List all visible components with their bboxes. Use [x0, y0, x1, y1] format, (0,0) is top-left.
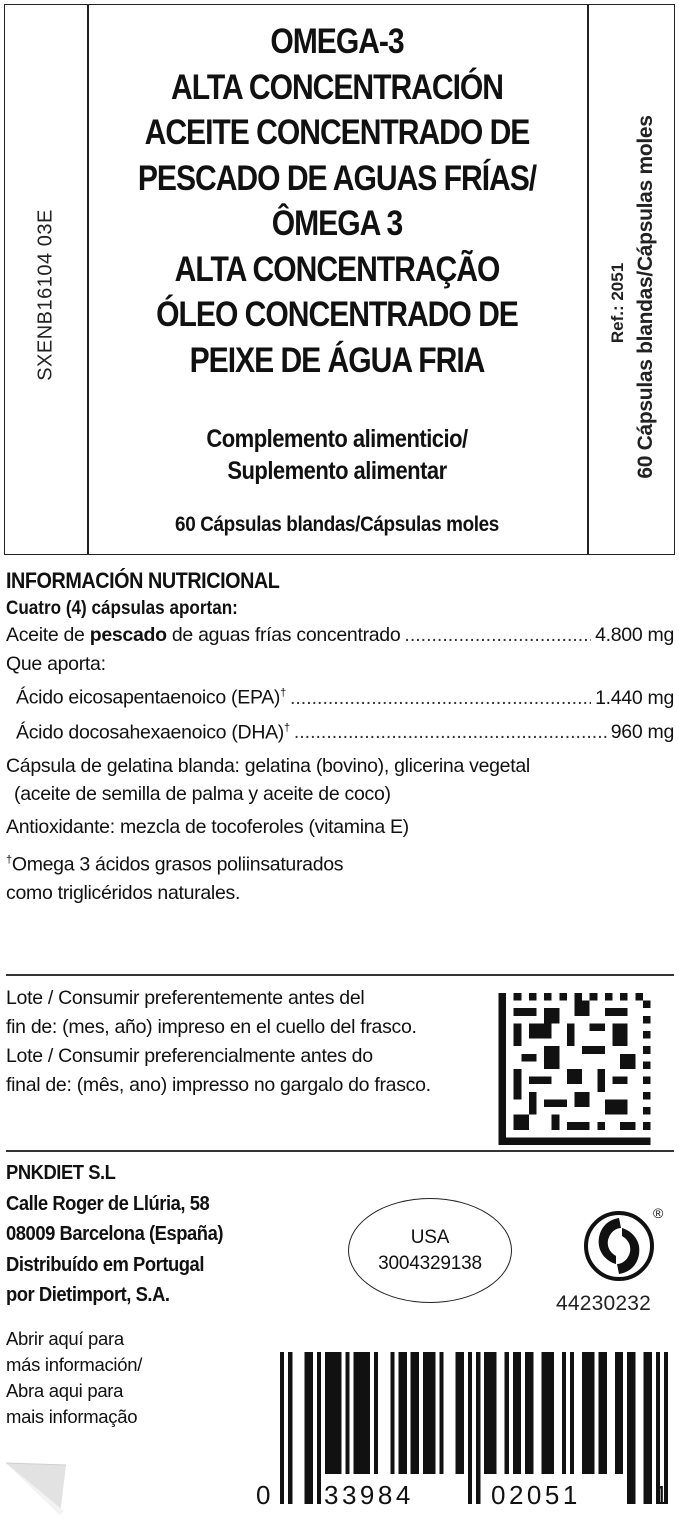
barcode-bar [586, 1352, 590, 1474]
dha-label: Ácido docosahexaenoico (DHA)† [16, 721, 290, 743]
barcode-bar [431, 1352, 435, 1474]
reference-column [588, 5, 674, 556]
reference-number: Ref.: 2051 [608, 262, 627, 344]
product-title-panel [4, 4, 675, 555]
green-dot-recycling-icon [583, 1210, 655, 1282]
nutrition-heading: INFORMACIÓN NUTRICIONAL [6, 568, 280, 593]
barcode-bar [525, 1352, 529, 1474]
dha-value: 960 mg [610, 721, 674, 743]
barcode-left-group: 33984 [324, 1480, 414, 1510]
barcode-bar [599, 1352, 603, 1474]
distributor-line: por Dietimport, S.A. [6, 1284, 170, 1306]
barcode-bar [619, 1352, 623, 1474]
barcode-bar [505, 1352, 509, 1474]
barcode-bar [590, 1352, 594, 1474]
barcode-bar [513, 1352, 517, 1474]
open-note-line: más información/ [6, 1354, 143, 1375]
usa-label: USA [410, 1226, 450, 1248]
barcode-bar [627, 1352, 631, 1504]
barcode-bar [570, 1352, 574, 1474]
barcode-bar [345, 1352, 349, 1474]
barcode-bar [603, 1352, 607, 1474]
barcode-bar [403, 1352, 407, 1474]
epa-row [6, 678, 674, 713]
antioxidant-line: Antioxidante: mezcla de tocoferoles (vitamina E) [6, 816, 409, 838]
barcode-bar [354, 1352, 358, 1474]
barcode-bar [492, 1352, 496, 1474]
barcode-bar [643, 1352, 647, 1504]
company-address [6, 1158, 242, 1311]
footnote-cont: como triglicéridos naturales. [6, 881, 241, 904]
fish-oil-value: 4.800 mg [595, 624, 674, 646]
fish-oil-label: Aceite de pescado de aguas frías concentrado [6, 624, 401, 646]
datamatrix-code [497, 993, 652, 1145]
subtitle-line: Suplemento alimentar [227, 457, 447, 485]
barcode-bar [582, 1352, 586, 1474]
serving-info: Cuatro (4) cápsulas aportan: [6, 598, 238, 619]
barcode-bar [366, 1352, 370, 1474]
open-note-line: mais informação [6, 1406, 138, 1427]
barcode-bar [545, 1352, 549, 1474]
open-here-note [6, 1326, 142, 1430]
address-line: 08009 Barcelona (España) [6, 1223, 224, 1245]
barcode-bar [427, 1352, 431, 1474]
peel-corner-icon [2, 1455, 68, 1521]
barcode-bar [390, 1352, 394, 1474]
lote-pt-line: final de: (mês, ano) impresso no gargalo do frasco. [6, 1074, 431, 1096]
barcode-bar [631, 1352, 635, 1504]
title-line: PEIXE DE ÁGUA FRIA [189, 340, 485, 380]
barcode-bar [317, 1352, 321, 1504]
barcode-bar [358, 1352, 362, 1474]
section-divider [6, 1150, 674, 1152]
title-line: OMEGA-3 [270, 22, 404, 61]
distributor-line: Distribuído em Portugal [6, 1253, 204, 1276]
nutrition-info [6, 568, 674, 907]
lot-expiry-info [6, 984, 486, 1100]
barcode-bar [541, 1352, 545, 1474]
barcode-bar [550, 1352, 554, 1474]
title-line: ALTA CONCENTRACIÓN [170, 67, 503, 107]
leader-dots [290, 683, 591, 713]
barcode-bar [484, 1352, 488, 1474]
barcode-bar [411, 1352, 415, 1474]
barcode-bar [529, 1352, 533, 1474]
epa-label: Ácido eicosapentaenoico (EPA)† [16, 686, 286, 709]
lote-es-line: Lote / Consumir preferentemente antes del [6, 987, 365, 1009]
title-line: PESCADO DE AGUAS FRÍAS/ [137, 158, 537, 198]
barcode-bar [415, 1352, 419, 1474]
title-area [87, 5, 587, 556]
title-line: ÓLEO CONCENTRADO DE [156, 295, 518, 334]
dha-row [6, 713, 674, 748]
barcode-bar [288, 1352, 292, 1504]
capsule-ingredients: Cápsula de gelatina blanda: gelatina (bovino), glicerina vegetal [6, 755, 530, 777]
barcode-bar [423, 1352, 427, 1474]
barcode-bar [488, 1352, 492, 1474]
open-note-line: Abra aqui para [6, 1380, 124, 1401]
barcode-bar [398, 1352, 402, 1474]
barcode-bar [333, 1352, 337, 1474]
barcode-bar [337, 1352, 341, 1474]
barcode-bar [460, 1352, 464, 1474]
capsule-ingredients-cont: (aceite de semilla de palma y aceite de coco) [14, 783, 391, 805]
barcode-digit-first: 0 [256, 1480, 271, 1510]
address-line: Calle Roger de Llúria, 58 [6, 1192, 210, 1215]
barcode-bar [374, 1352, 378, 1474]
usa-registration-oval [348, 1198, 512, 1303]
registered-mark: ® [653, 1205, 664, 1221]
product-title [87, 19, 587, 383]
usa-registration-number: 3004329138 [378, 1252, 482, 1274]
barcode-bar [439, 1352, 443, 1474]
barcode-bar [362, 1352, 366, 1474]
green-dot-code: 44230232 [556, 1292, 652, 1315]
leader-dots [404, 620, 591, 650]
subtitle-line: Complemento alimenticio/ [206, 425, 468, 453]
provides-label: Que aporta: [6, 653, 106, 675]
lote-es-line: fin de: (mes, año) impreso en el cuello del frasco. [6, 1016, 417, 1038]
barcode-bar [329, 1352, 333, 1474]
section-divider [6, 974, 674, 976]
barcode-bar [517, 1352, 521, 1474]
lote-pt-line: Lote / Consumir preferencialmente antes do [6, 1045, 373, 1067]
barcode-bar [648, 1352, 652, 1504]
footnote: †Omega 3 ácidos grasos poliinsaturados [6, 853, 344, 876]
barcode-bar [615, 1352, 619, 1474]
company-name: PNKDIET S.L [6, 1162, 116, 1184]
barcode-bar [562, 1352, 566, 1474]
barcode-bar [468, 1352, 472, 1504]
title-line: ACEITE CONCENTRADO DE [144, 113, 530, 152]
title-line: ALTA CONCENTRAÇÃO [174, 249, 500, 289]
barcode-bar [305, 1352, 309, 1504]
barcode-bar [280, 1352, 284, 1504]
barcode-right-group: 02051 [491, 1480, 581, 1510]
open-note-line: Abrir aquí para [6, 1328, 124, 1349]
barcode-bar [456, 1352, 460, 1474]
title-line: ÔMEGA 3 [271, 204, 403, 243]
lot-code-column [5, 5, 87, 556]
capsule-count: 60 Cápsulas blandas/Cápsulas moles [175, 513, 499, 536]
lot-code-vertical: SXENB16104 03E [34, 209, 57, 381]
fish-oil-row [6, 620, 674, 650]
capsule-count-vertical: 60 Cápsulas blandas/Cápsulas moles [634, 115, 657, 479]
barcode-digit-last: 1 [654, 1480, 669, 1510]
barcode-bar [476, 1352, 480, 1504]
barcode-bar [325, 1352, 329, 1474]
product-subtitle [87, 423, 587, 487]
epa-value: 1.440 mg [595, 686, 674, 709]
barcode-bar [309, 1352, 313, 1504]
leader-dots [294, 717, 607, 747]
